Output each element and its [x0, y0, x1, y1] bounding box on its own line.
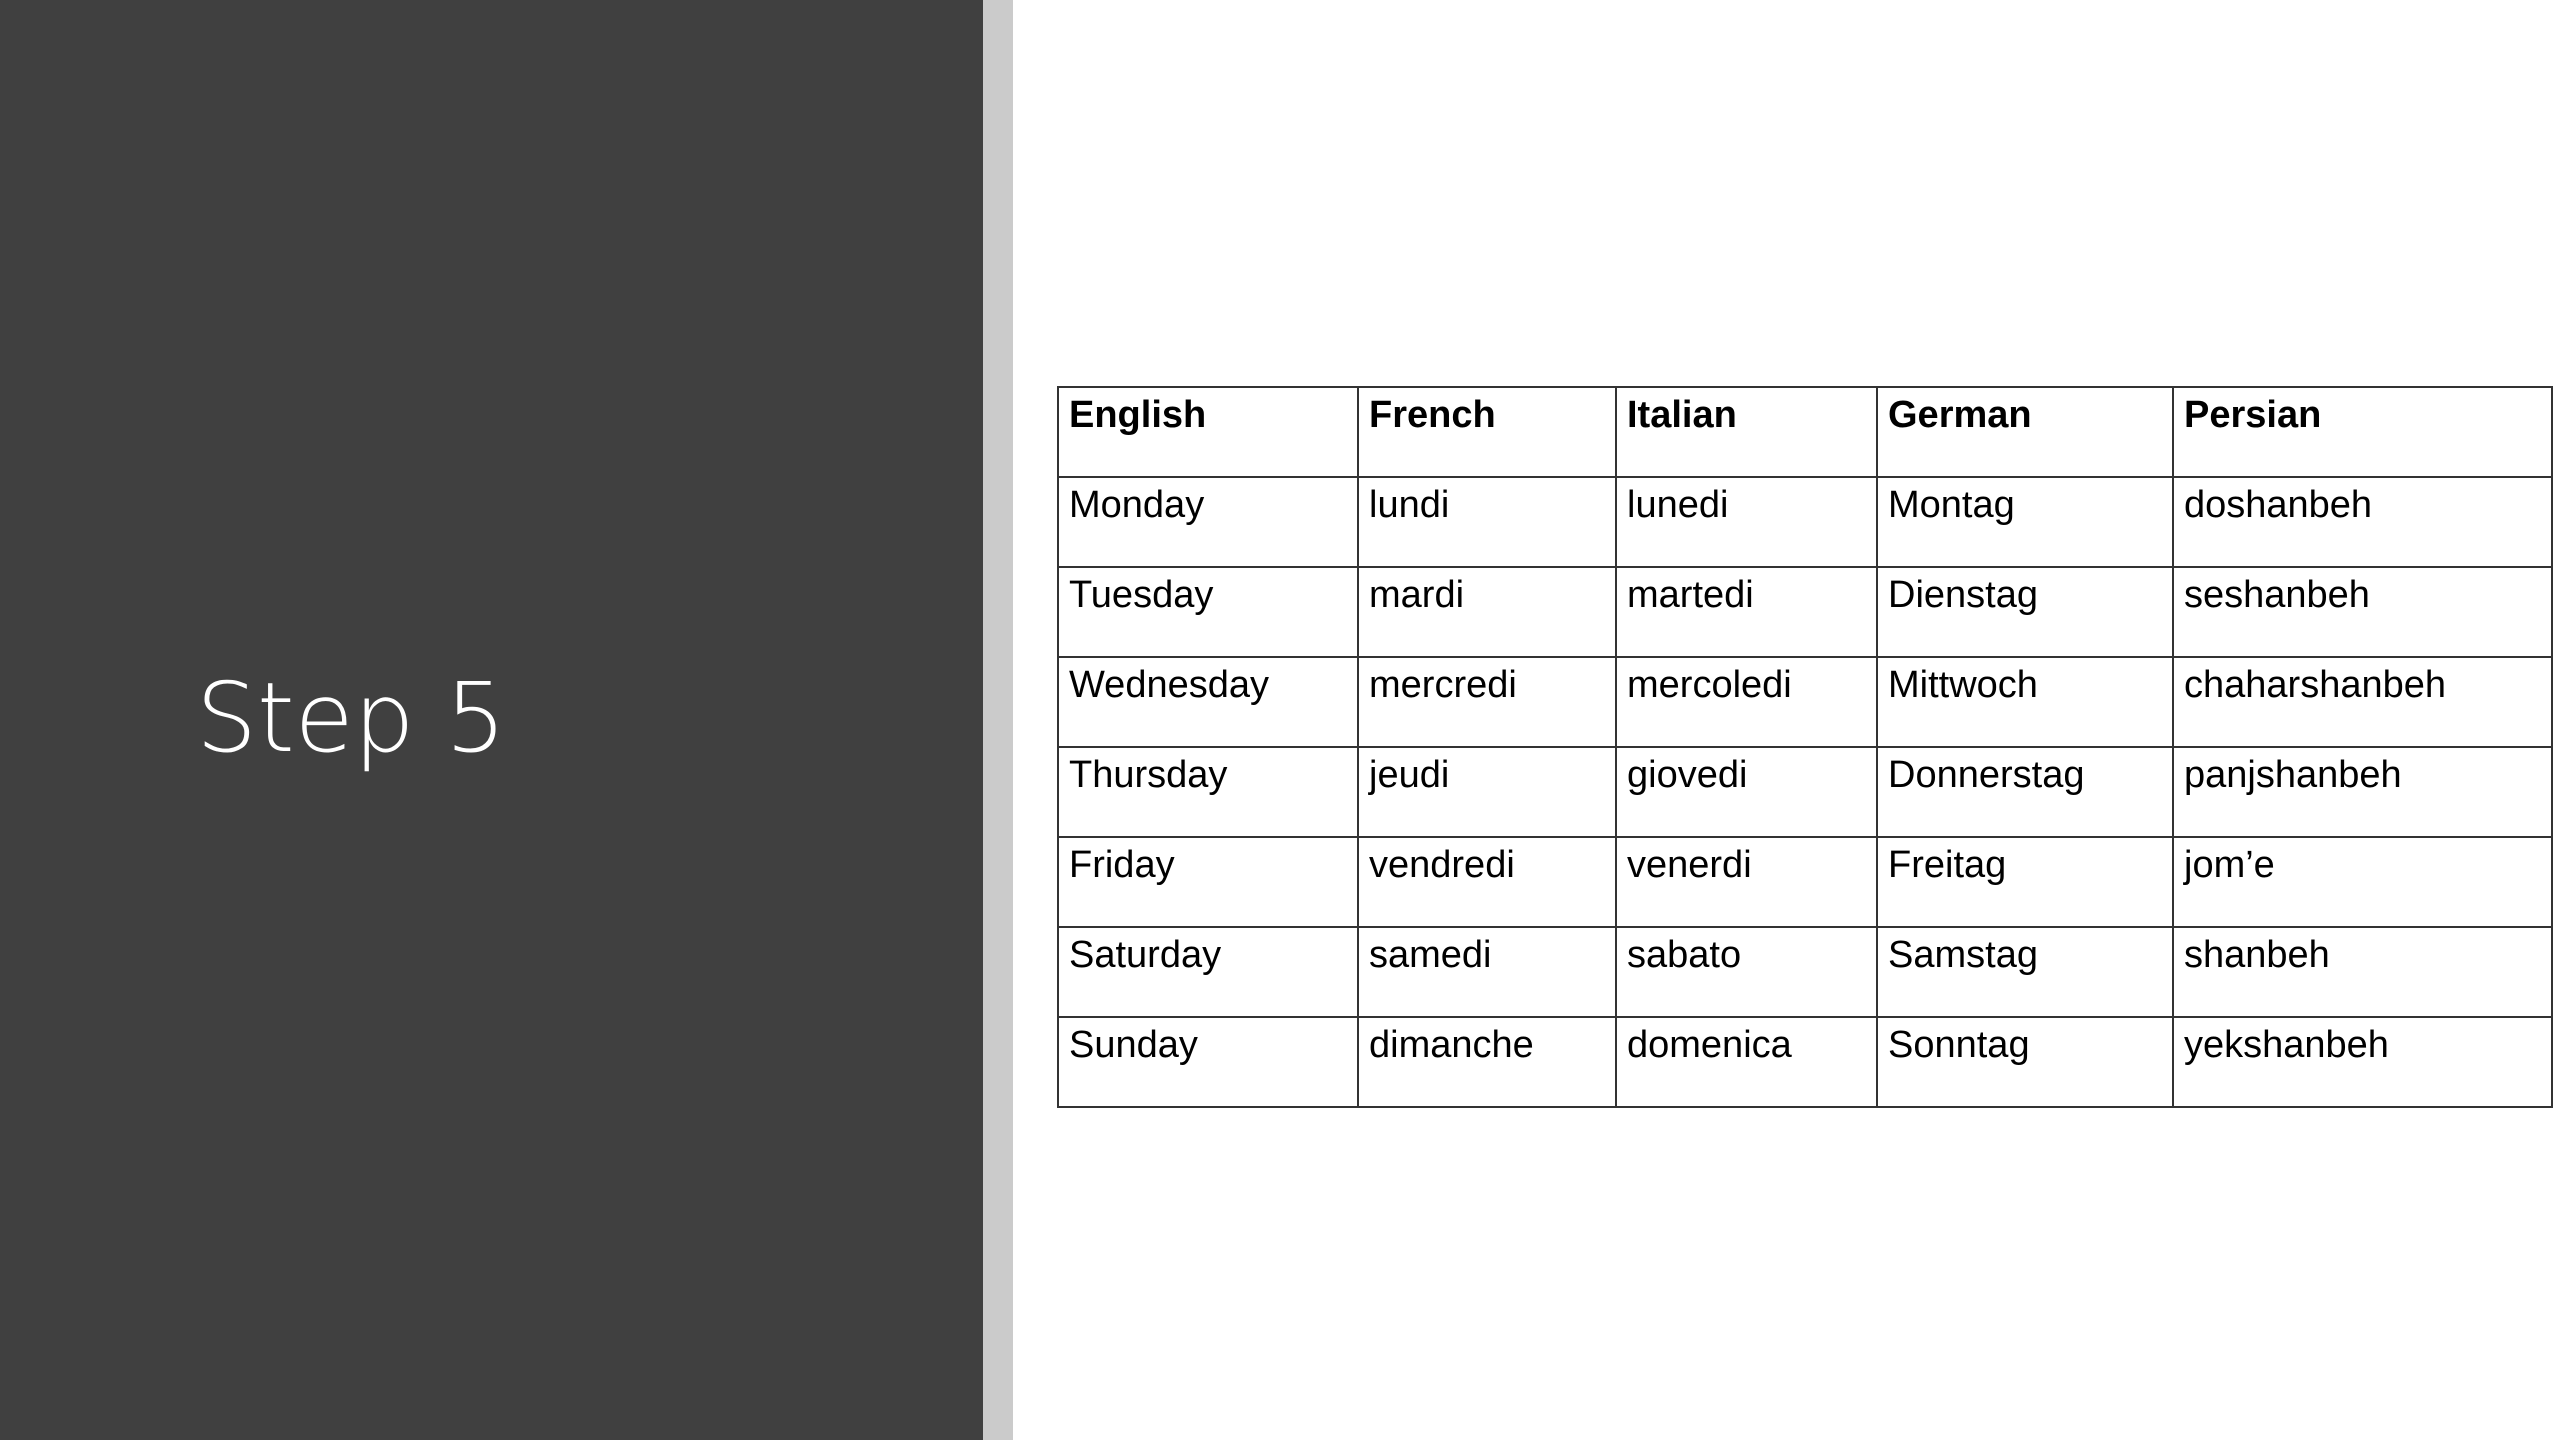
table-cell: jeudi: [1358, 747, 1616, 837]
table-cell: Dienstag: [1877, 567, 2173, 657]
table-cell: Mittwoch: [1877, 657, 2173, 747]
header-french: French: [1358, 387, 1616, 477]
table-cell: shanbeh: [2173, 927, 2552, 1017]
table-cell: chaharshanbeh: [2173, 657, 2552, 747]
header-italian: Italian: [1616, 387, 1877, 477]
table-cell: Saturday: [1058, 927, 1358, 1017]
table-cell: Thursday: [1058, 747, 1358, 837]
table-cell: Donnerstag: [1877, 747, 2173, 837]
table-cell: dimanche: [1358, 1017, 1616, 1107]
table-row: [1058, 747, 2552, 837]
days-of-week-table: [1057, 386, 2553, 1108]
table-cell: mercoledi: [1616, 657, 1877, 747]
table-cell: panjshanbeh: [2173, 747, 2552, 837]
table-cell: Sonntag: [1877, 1017, 2173, 1107]
table-cell: venerdi: [1616, 837, 1877, 927]
table-cell: Monday: [1058, 477, 1358, 567]
table-cell: giovedi: [1616, 747, 1877, 837]
table-row: [1058, 567, 2552, 657]
table-cell: yekshanbeh: [2173, 1017, 2552, 1107]
header-german: German: [1877, 387, 2173, 477]
table-cell: domenica: [1616, 1017, 1877, 1107]
table-row: [1058, 1017, 2552, 1107]
table-cell: doshanbeh: [2173, 477, 2552, 567]
table-cell: jom’e: [2173, 837, 2552, 927]
table-row: [1058, 657, 2552, 747]
table-cell: Sunday: [1058, 1017, 1358, 1107]
header-persian: Persian: [2173, 387, 2552, 477]
table-cell: Freitag: [1877, 837, 2173, 927]
slide-title: Step 5: [196, 662, 507, 774]
table-cell: lundi: [1358, 477, 1616, 567]
table-cell: Samstag: [1877, 927, 2173, 1017]
table-cell: mardi: [1358, 567, 1616, 657]
table-cell: mercredi: [1358, 657, 1616, 747]
table-header-row: [1058, 387, 2552, 477]
header-english: English: [1058, 387, 1358, 477]
table-cell: Montag: [1877, 477, 2173, 567]
table-row: [1058, 837, 2552, 927]
table-cell: samedi: [1358, 927, 1616, 1017]
table-cell: lunedi: [1616, 477, 1877, 567]
panel-divider: [983, 0, 1013, 1440]
table-cell: vendredi: [1358, 837, 1616, 927]
table-cell: Wednesday: [1058, 657, 1358, 747]
title-panel: [0, 0, 983, 1440]
table-cell: Friday: [1058, 837, 1358, 927]
table-row: [1058, 927, 2552, 1017]
table-cell: Tuesday: [1058, 567, 1358, 657]
table-cell: seshanbeh: [2173, 567, 2552, 657]
table-row: [1058, 477, 2552, 567]
table-cell: martedi: [1616, 567, 1877, 657]
table-cell: sabato: [1616, 927, 1877, 1017]
